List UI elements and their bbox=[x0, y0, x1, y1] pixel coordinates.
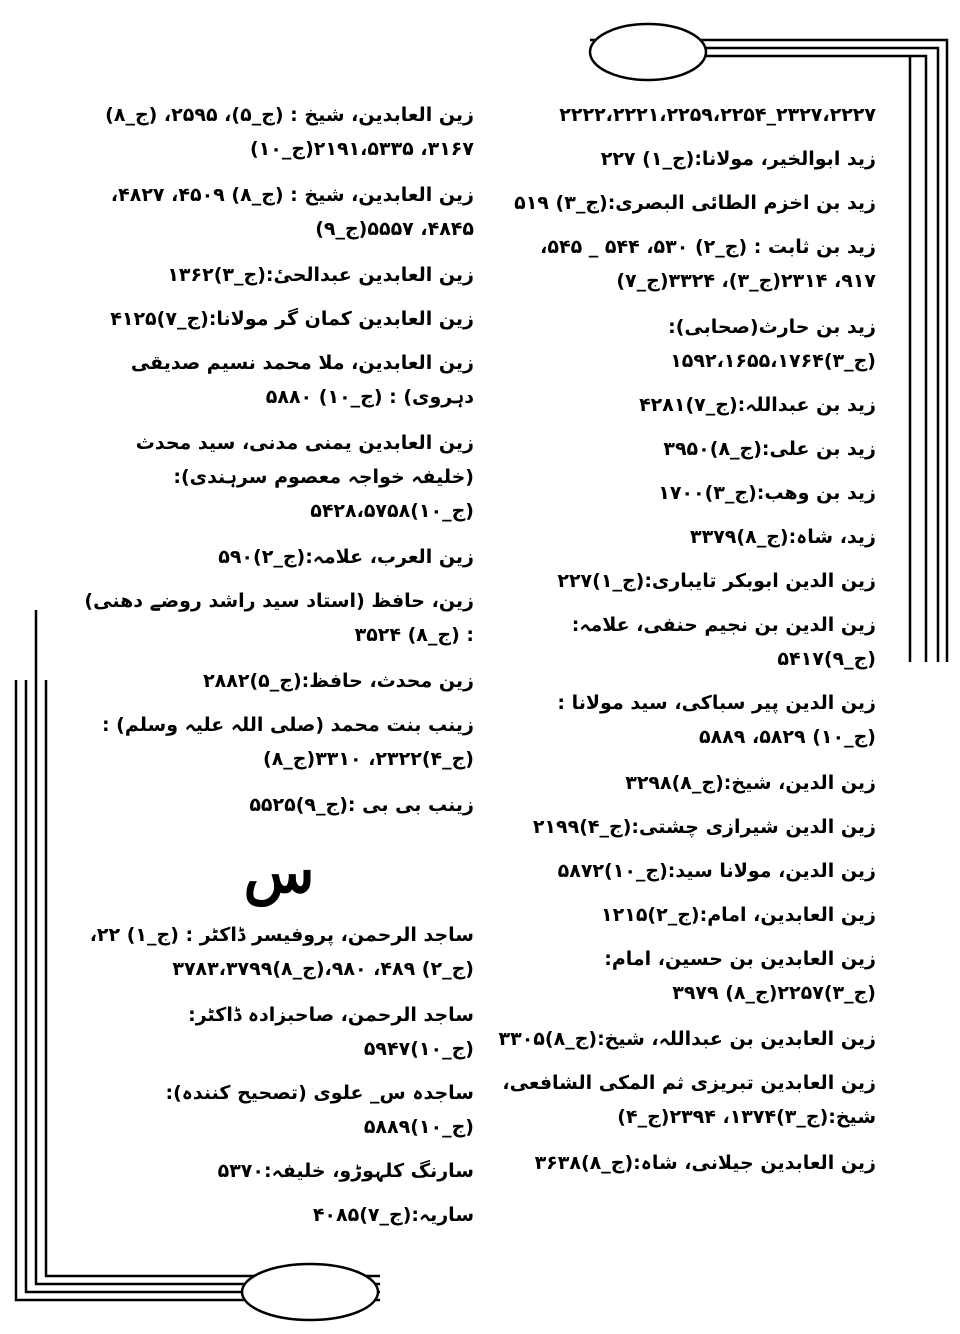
index-entry: زین العابدین، امام:(ج_۲)۱۲۱۵ bbox=[601, 904, 876, 926]
index-entry: زید بن اخزم الطائی البصری:(ج_۳) ۵۱۹ bbox=[514, 192, 876, 214]
index-entry: زین العابدین عبدالحیٔ:(ج_۳)۱۳۶۲ bbox=[167, 264, 474, 286]
index-entry: زین العابدین تبریزی ثم المکی الشافعی، شیخ:(ج_۳)۱۳۷۴، ۲۳۹۴(ج_۴) bbox=[502, 1072, 876, 1128]
index-entry: ساریہ:(ج_۷)۴۰۸۵ bbox=[312, 1204, 474, 1226]
index-entry: زید بن ثابت : (ج_۲) ۵۳۰، ۵۴۴ _ ۵۴۵، ۹۱۷، ۲۳۱۴(ج_۳)، ۳۳۲۴(ج_۷) bbox=[540, 236, 876, 292]
index-entry: زین الدین پیر سباکی، سید مولانا : (ج_۱۰) ۵۸۲۹، ۵۸۸۹ bbox=[557, 692, 876, 748]
index-entry: زید بن علی:(ج_۸)۳۹۵۰ bbox=[663, 438, 876, 460]
index-entry: زین العابدین جیلانی، شاہ:(ج_۸)۳۶۳۸ bbox=[534, 1152, 876, 1174]
index-entry: زید، شاہ:(ج_۸)۳۳۷۹ bbox=[690, 526, 876, 548]
index-entry: زین العابدین، شیخ : (ج_۵)، ۲۵۹۵، (ج_۸) ۳۱۶۷، ۲۱۹۱،۵۳۳۵(ج_۱۰) bbox=[105, 104, 474, 160]
index-entry: زینب بنت محمد (صلی اللہ علیہ وسلم) : (ج_۴)۲۳۲۲، ۳۳۱۰(ج_۸) bbox=[101, 714, 474, 770]
index-entry: زینب بی بی :(ج_۹)۵۵۲۵ bbox=[249, 794, 474, 816]
bottom-ornament-oval bbox=[242, 1264, 378, 1320]
index-entry: زید بن حارث(صحابی):(ج_۳)۱۵۹۲،۱۶۵۵،۱۷۶۴ bbox=[668, 316, 876, 372]
index-entry: ساجد الرحمن، پروفیسر ڈاکٹر : (ج_۱) ۲۲، (ج_۲) ۴۸۹، ۹۸۰،(ج_۸)۳۷۸۳،۳۷۹۹ bbox=[89, 924, 474, 980]
index-entry: زین الدین، مولانا سید:(ج_۱۰)۵۸۷۲ bbox=[557, 860, 876, 882]
index-entry: زین العابدین بن حسین، امام:(ج_۳)۲۲۵۷(ج_۸) ۳۹۷۹ bbox=[604, 948, 876, 1004]
index-entry: زین العرب، علامہ:(ج_۲)۵۹۰ bbox=[218, 546, 474, 568]
index-column-left bbox=[84, 98, 474, 1242]
index-entry: ساجدہ س_ علوی (تصحیح کنندہ):(ج_۱۰)۵۸۸۹ bbox=[165, 1082, 474, 1138]
index-entry: زین العابدین یمنی مدنی، سید محدث (خلیفہ خواجہ معصوم سرہندی):(ج_۱۰)۵۴۲۸،۵۷۵۸ bbox=[135, 432, 474, 522]
index-entry: زین الدین، شیخ:(ج_۸)۳۲۹۸ bbox=[625, 772, 876, 794]
index-entry: زین العابدین، شیخ : (ج_۸) ۴۵۰۹، ۴۸۲۷، ۴۸۴۵، ۵۵۵۷(ج_۹) bbox=[110, 184, 474, 240]
index-entry: سارنگ کلہوڑو، خلیفہ:۵۳۷۰ bbox=[217, 1160, 474, 1182]
top-ornament-oval bbox=[590, 24, 706, 80]
index-entry: زین الدین بن نجیم حنفی، علامہ:(ج_۹)۵۴۱۷ bbox=[571, 614, 876, 670]
section-heading-letter: س bbox=[243, 838, 315, 906]
index-entry: زین العابدین کمان گر مولانا:(ج_۷)۴۱۲۵ bbox=[110, 308, 474, 330]
index-entry: ۲۳۲۷،۲۲۲۷_۲۲۲۲،۲۲۲۱،۲۲۵۹،۲۲۵۴ bbox=[559, 104, 876, 126]
index-entry: زین الدین ابوبکر تایباری:(ج_۱)۲۲۷ bbox=[557, 570, 876, 592]
index-entry: زید ابوالخیر، مولانا:(ج_۱) ۲۲۷ bbox=[600, 148, 876, 170]
index-entry: زین العابدین بن عبداللہ، شیخ:(ج_۸)۳۳۰۵ bbox=[498, 1028, 876, 1050]
index-entry: ساجد الرحمن، صاحبزادہ ڈاکٹر:(ج_۱۰)۵۹۴۷ bbox=[188, 1004, 474, 1060]
index-entry: زین محدث، حافظ:(ج_۵)۲۸۸۲ bbox=[203, 670, 474, 692]
index-entry: زید بن وهب:(ج_۳)۱۷۰۰ bbox=[658, 482, 876, 504]
index-entry: زید بن عبداللہ:(ج_۷)۴۲۸۱ bbox=[639, 394, 876, 416]
index-column-right bbox=[498, 98, 876, 1190]
index-entry: زین، حافظ (استاد سید راشد روضے دھنی) : (ج_۸) ۳۵۲۴ bbox=[84, 590, 474, 646]
index-entry: زین العابدین، ملا محمد نسیم صدیقی دہروی) : (ج_۱۰) ۵۸۸۰ bbox=[130, 352, 474, 408]
index-entry: زین الدین شیرازی چشتی:(ج_۴)۲۱۹۹ bbox=[532, 816, 876, 838]
